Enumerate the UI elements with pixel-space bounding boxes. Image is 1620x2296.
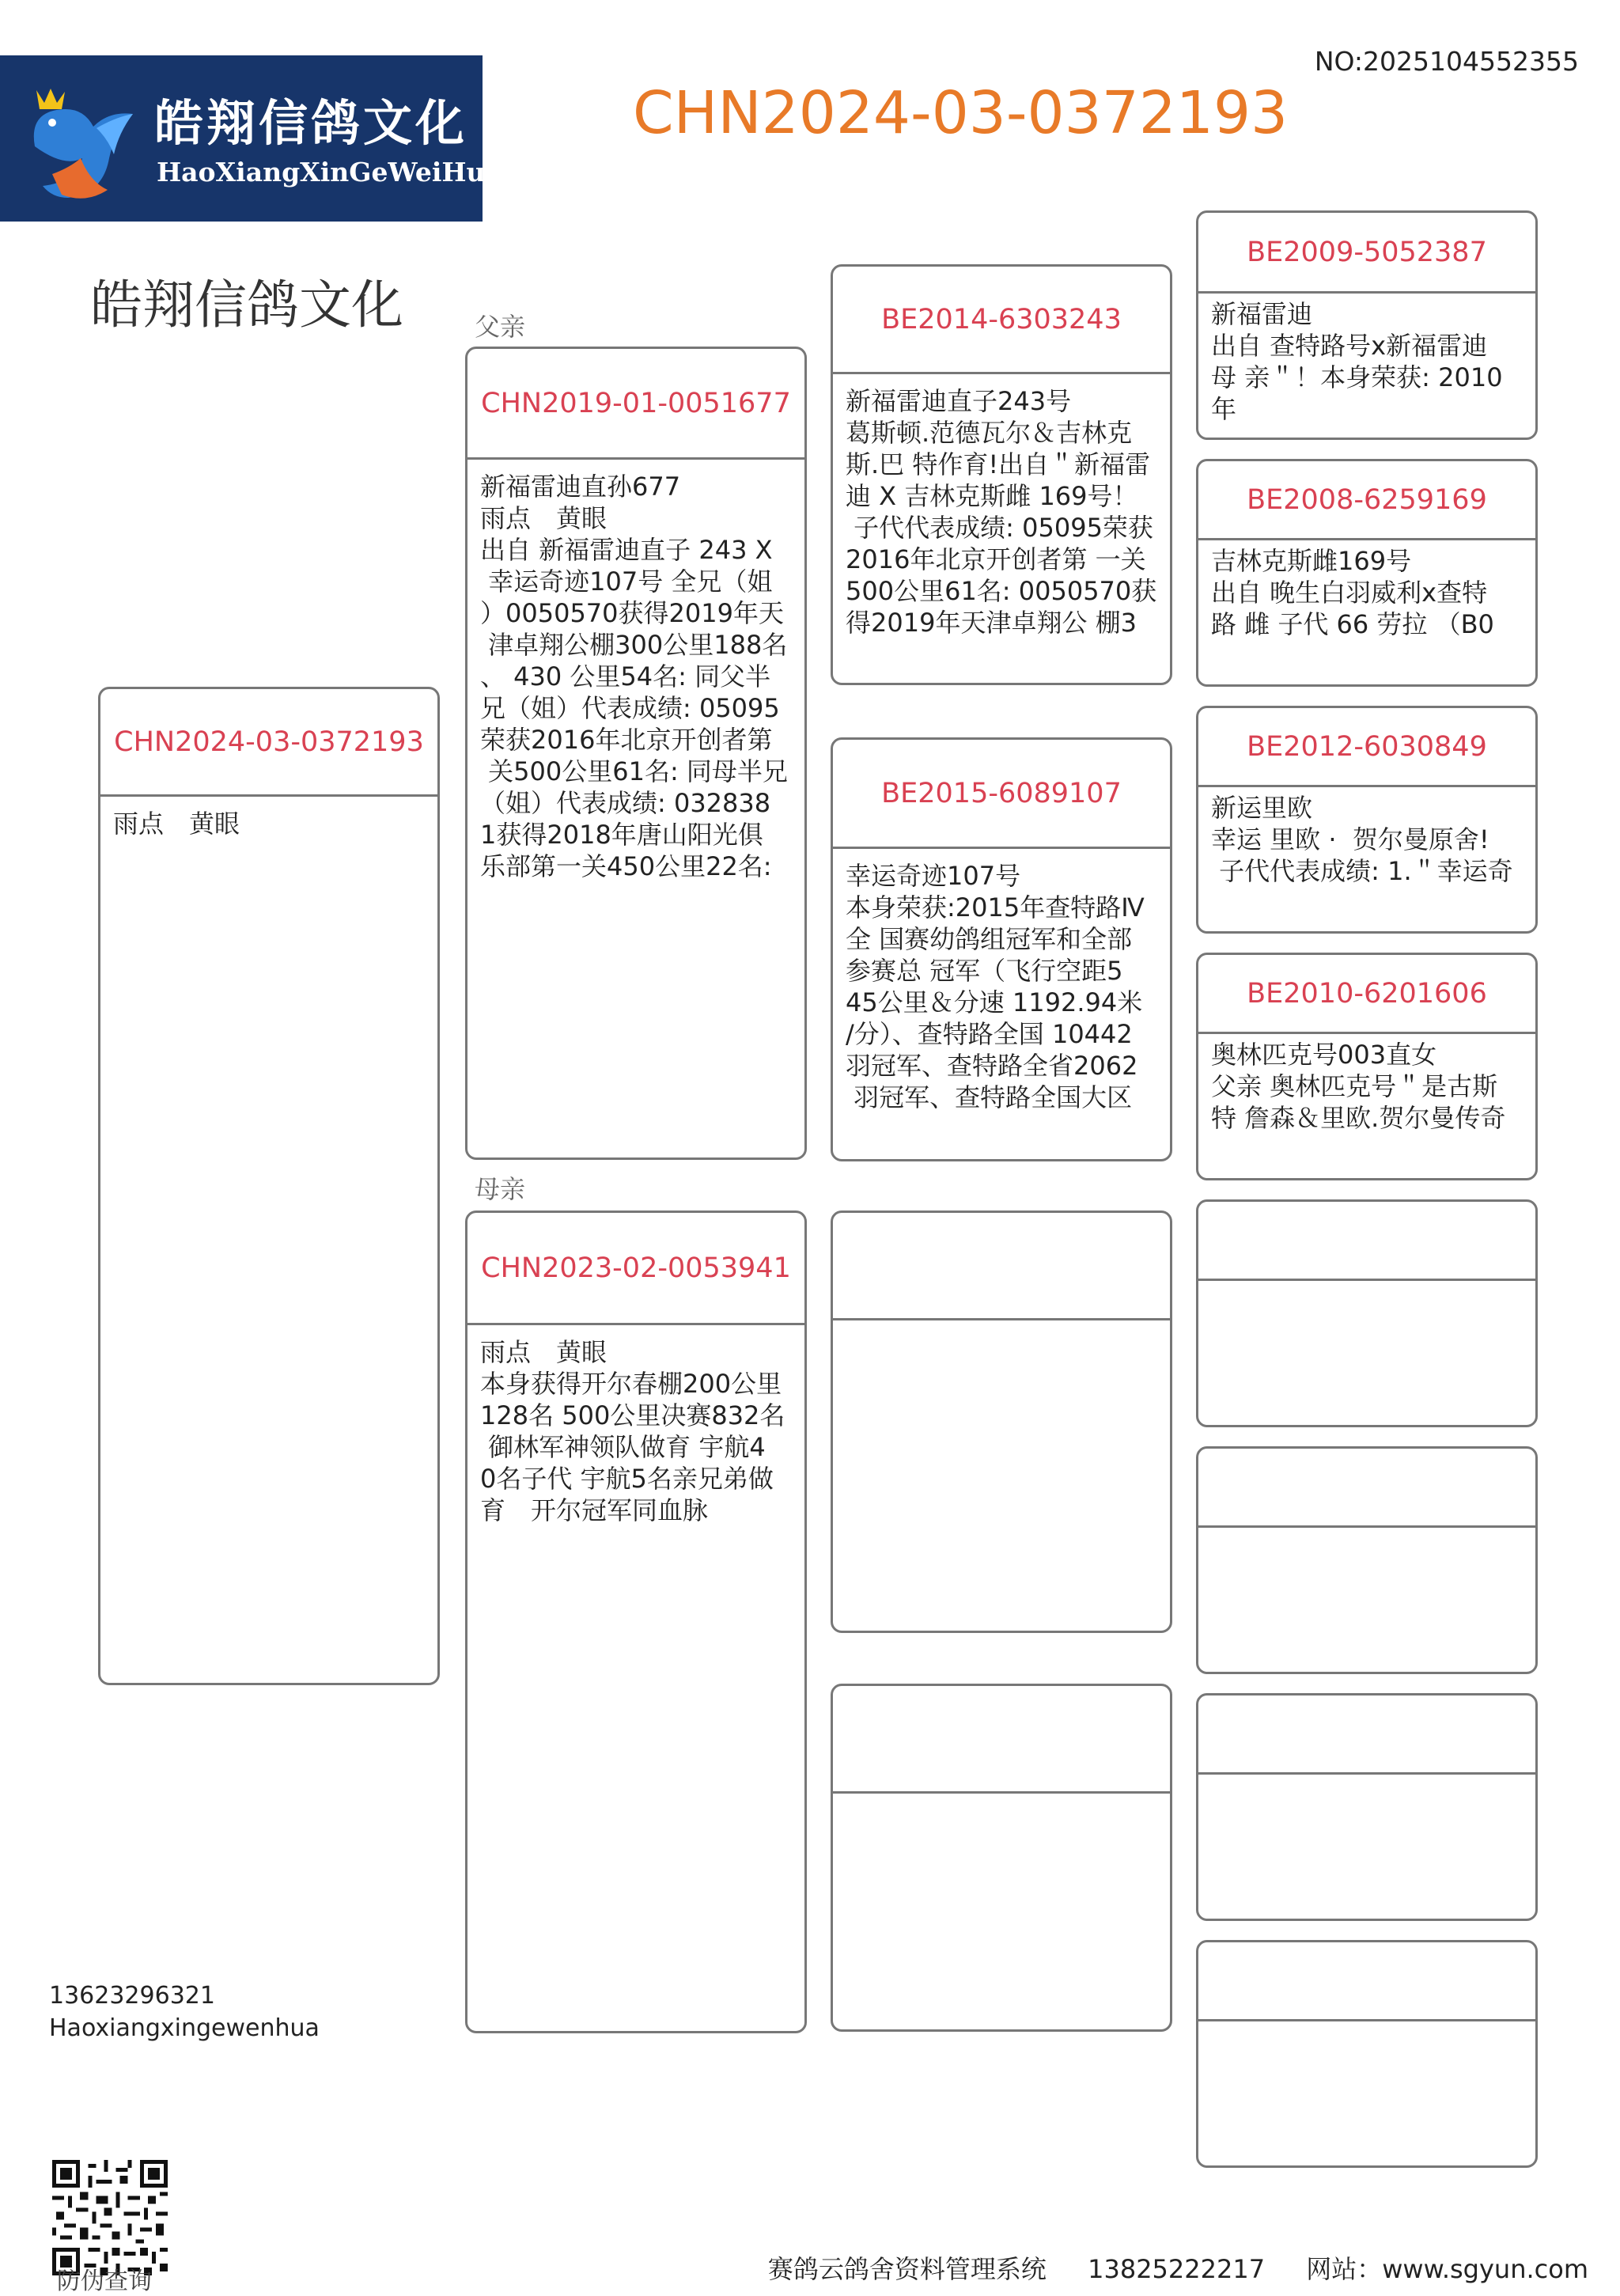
great-grandparent-info-8 (1198, 2021, 1535, 2033)
great-grandparent-ring-7 (1198, 1695, 1535, 1775)
logo-banner (0, 55, 502, 222)
great-grandparent-ring-1: BE2009-5052387 (1198, 213, 1535, 294)
contact-phone: 13623296321 (49, 1982, 215, 2010)
great-grandparent-box-6 (1196, 1446, 1538, 1674)
father-label: 父亲 (475, 312, 526, 342)
great-grandparent-ring-2: BE2008-6259169 (1198, 461, 1535, 540)
maternal-grandfather-info (833, 1320, 1170, 1332)
great-grandparent-box-4 (1196, 953, 1538, 1180)
mother-label: 母亲 (475, 1174, 526, 1204)
subject-box (98, 687, 440, 1685)
pigeon-logo-icon (21, 79, 139, 206)
great-grandparent-box-7 (1196, 1693, 1538, 1921)
mother-info: 雨点 黄眼 本身获得开尔春棚200公里 128名 500公里决赛832名 御林军神领队做育 宇航4 0名子代 宇航5名亲兄弟做 育 开尔冠军同血脉 (480, 1337, 785, 1525)
great-grandparent-info-2: 吉林克斯雌169号 出自 晚生白羽威利x查特 路 雌 子代 66 劳拉 （B0 (1211, 546, 1494, 639)
great-grandparent-info-3: 新运里欧 幸运 里欧 · 贺尔曼原舍! 子代代表成绩: 1.＂幸运奇 (1211, 793, 1513, 886)
paternal-grandfather-ring: BE2014-6303243 (833, 267, 1170, 374)
paternal-grandmother-info: 幸运奇迹107号 本身荣获:2015年查特路Ⅳ 全 国赛幼鸽组冠军和全部 参赛总 冠军（飞行空距5 45公里＆分速 1192.94米 /分）、查特路全国 10442 羽冠军、查特路全省2062 羽冠军、查特路全国大区 (846, 861, 1145, 1112)
mother-ring: CHN2023-02-0053941 (467, 1213, 804, 1325)
great-grandparent-info-5 (1198, 1281, 1535, 1292)
great-grandparent-ring-3: BE2012-6030849 (1198, 708, 1535, 787)
great-grandparent-info-1: 新福雷迪 出自 查特路号x新福雷迪 母 亲＂！本身荣获: 2010年 (1211, 299, 1503, 424)
brand-title: 皓翔信鸽文化 (90, 275, 403, 335)
great-grandparent-ring-6 (1198, 1449, 1535, 1528)
mother-box (465, 1211, 807, 2033)
footer (768, 2249, 1588, 2286)
maternal-grandmother-box (831, 1684, 1172, 2032)
father-ring: CHN2019-01-0051677 (467, 349, 804, 460)
maternal-grandmother-ring (833, 1686, 1170, 1794)
great-grandparent-info-4: 奥林匹克号003直女 父亲 奥林匹克号＂是古斯 特 詹森＆里欧.贺尔曼传奇 (1211, 1040, 1506, 1133)
paternal-grandmother-ring: BE2015-6089107 (833, 740, 1170, 849)
maternal-grandmother-info (833, 1794, 1170, 1805)
paternal-grandmother-box (831, 737, 1172, 1161)
great-grandparent-info-6 (1198, 1528, 1535, 1539)
great-grandparent-info-7 (1198, 1775, 1535, 1786)
great-grandparent-box-2 (1196, 459, 1538, 687)
subject-ring: CHN2024-03-0372193 (100, 689, 437, 797)
subject-info: 雨点 黄眼 (113, 809, 240, 839)
logo-chinese-name: 皓翔信鸽文化 (154, 94, 468, 152)
paternal-grandfather-info: 新福雷迪直子243号 葛斯顿.范德瓦尔＆吉林克 斯.巴 特作育!出自＂新福雷 迪 X 吉林克斯雌 169号！ 子代代表成绩: 05095荣获 2016年北京开创者第 一关 500公里61名: 0050570获 得2019年天津卓翔公 棚3 (846, 386, 1157, 638)
great-grandparent-box-3 (1196, 706, 1538, 934)
great-grandparent-box-1 (1196, 210, 1538, 440)
maternal-grandfather-box (831, 1211, 1172, 1633)
paternal-grandfather-box (831, 264, 1172, 685)
main-ring-number: CHN2024-03-0372193 (633, 79, 1289, 147)
great-grandparent-box-5 (1196, 1199, 1538, 1427)
footer-phone: 13825222217 (1088, 2254, 1266, 2284)
qr-code-icon[interactable] (52, 2160, 168, 2275)
great-grandparent-ring-8 (1198, 1942, 1535, 2021)
contact-name: Haoxiangxingewenhua (49, 2014, 320, 2042)
logo-english-name: HaoXiangXinGeWeiHua (157, 157, 502, 188)
father-box (465, 347, 807, 1160)
great-grandparent-box-8 (1196, 1940, 1538, 2168)
anti-counterfeit-label: 防伪查询 (57, 2268, 152, 2295)
footer-website[interactable]: 网站：www.sgyun.com (1306, 2254, 1588, 2284)
great-grandparent-ring-4: BE2010-6201606 (1198, 955, 1535, 1034)
document-number: NO:2025104552355 (1314, 46, 1579, 77)
footer-system-name: 赛鸽云鸽舍资料管理系统 (767, 2254, 1047, 2284)
great-grandparent-ring-5 (1198, 1202, 1535, 1281)
father-info: 新福雷迪直孙677 雨点 黄眼 出自 新福雷迪直子 243 X 幸运奇迹107号 全兄（姐 ）0050570获得2019年天 津卓翔公棚300公里188名 、 430 公里54名: 同父半 兄（姐）代表成绩: 05095 荣获2016年北京开创者第 关500公里61名: 同母半兄 （姐）代表成绩: 032838 1获得2018年唐山阳光俱 乐部第一关450公里22名: (480, 472, 788, 881)
maternal-grandfather-ring (833, 1213, 1170, 1320)
